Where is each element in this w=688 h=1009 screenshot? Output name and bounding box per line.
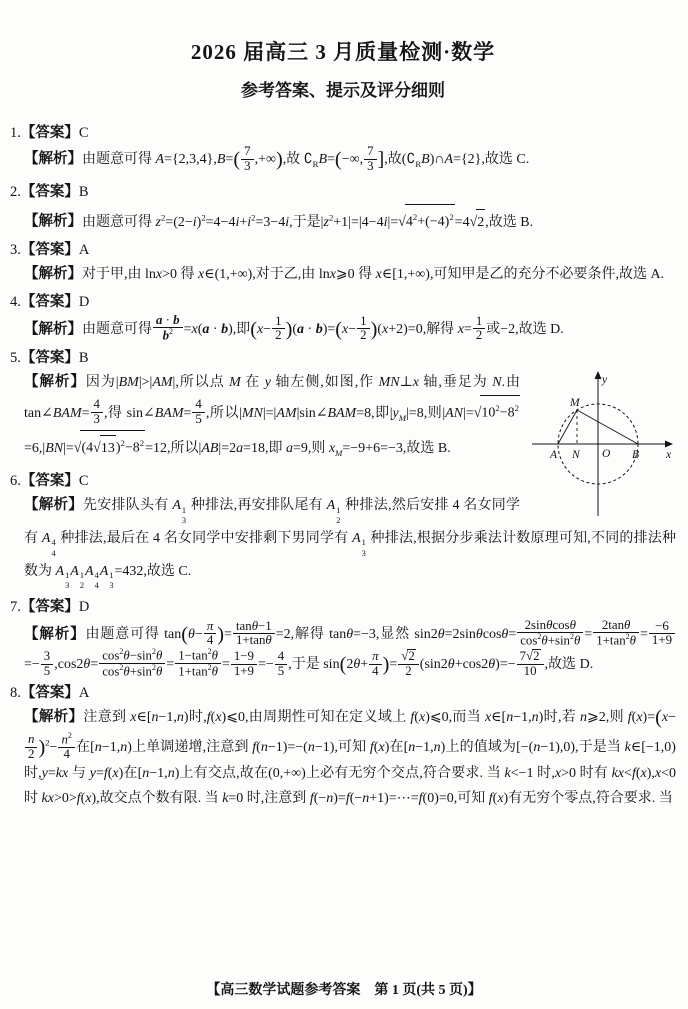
x-arrow [665, 440, 673, 447]
answer-label: 【答案】 [20, 125, 79, 141]
answer-letter: A [78, 241, 90, 258]
analysis-label: 【解析】 [24, 320, 82, 337]
analysis-text: 由题意可得 $z^2=(2-i)^2=4-4i+i^2=3-4i$,于是$|z^2+1|=|4-4i|=√4^2+(-4)^2=4√2$,故选 B. [82, 215, 533, 230]
analysis-label: 【解析】 [24, 709, 84, 726]
point-O-label: O [602, 447, 611, 460]
answer-label: 【答案】 [20, 598, 79, 615]
item-analysis [24, 204, 676, 235]
segment-AM [558, 410, 577, 444]
analysis-text: 由题意可得 $\frac{a \cdot b}{b^2}$ =x(a · b),即(x− $\frac{1}{2}$ )(a · b)=(x− $\frac{1}{2}$ )(x+2)=0,解得 x= $\frac{1}{2}$ 或−2,故选 D. [82, 312, 564, 343]
item-number: 6. [10, 472, 21, 489]
page-title: 2026 届高三 3 月质量检测·数学 [190, 40, 496, 64]
answer-letter: B [78, 183, 89, 200]
point-M-label: M [570, 396, 580, 409]
analysis-text: 对于甲,由 lnx>0 得 x∈(1,+∞),对于乙,由 lnx⩾0 得 x∈[1,+∞),可知甲是乙的充分不必要条件,故选 A. [82, 266, 665, 282]
analysis-label: 【解析】 [24, 265, 82, 282]
point-A-label: A [550, 448, 558, 461]
point-N-label: N [572, 448, 580, 461]
item-number: 2. [10, 183, 21, 200]
analysis-label: 【解析】 [24, 151, 82, 168]
answer-item-4 [10, 290, 676, 343]
answer-letter: C [78, 125, 89, 141]
answer-label: 【答案】 [20, 472, 79, 489]
item-number: 8. [10, 685, 21, 702]
analysis-text: 由题意可得 A={2,3,4},B=( $\frac{7}{3}$ ,+∞),故 $∁_RB=(-\infty$, $\frac{7}{3}$ ],故$(∁_RB)\cap A=\{2\}$,故选 C. [82, 144, 530, 173]
page-subtitle: 参考答案、提示及评分细则 [241, 81, 445, 100]
analysis-text: 注意到 x∈[n−1,n)时,f(x)⩽0,由周期性可知在定义域上 f(x)⩽0,而当 x∈[n−1,n)时,若 n⩾2,则 f(x)=(x− $\frac{n}{2}$ )$^2$− $\frac{n^2}{4}$ 在[n−1,n)上单调递增,注意到 f(n−1)=−(n−1),可知 f(x)在[n−1,n)上的值域为[−(n−1),0),于是当 k∈[−1,0)时,y=kx 与 y=f(x)在[n−1,n)上有交点,故在(0,+∞)上必有无穷个交点,符合要求. 当 k<−1 时,x>0 时有 kx<f(x),x<0 时 kx>0>f(x),故交点个数有限. 当 k=0 时,注意到 f(−n)=f(−n+1)=⋯=f(0)=0,可知 f(x)有无穷个零点,符合要求. 当 [24, 707, 677, 807]
answer-label: 【答案】 [20, 349, 79, 366]
answer-item-5 [10, 346, 676, 466]
answer-item-3 [10, 238, 676, 287]
item-number: 3. [10, 241, 21, 258]
answer-letter: A [78, 685, 90, 702]
answer-item-7 [10, 595, 676, 679]
answer-letter: C [78, 472, 89, 489]
answer-label: 【答案】 [20, 293, 79, 310]
item-analysis [24, 619, 676, 679]
analysis-label: 【解析】 [24, 373, 86, 390]
answers-list [10, 121, 676, 811]
answer-label: 【答案】 [20, 685, 79, 702]
point-B-label: B [632, 448, 640, 461]
item-number: 4. [10, 293, 21, 310]
y-arrow [595, 371, 602, 379]
analysis-label: 【解析】 [24, 496, 84, 513]
analysis-label: 【解析】 [24, 213, 82, 230]
answer-letter: D [78, 598, 90, 615]
page-footer: 【高三数学试题参考答案 第 1 页(共 5 页)】 [0, 979, 688, 999]
answer-letter: B [78, 349, 89, 366]
answer-item-2 [10, 180, 676, 235]
item-analysis [24, 370, 676, 466]
y-axis-label: y [602, 373, 608, 386]
item-number: 1. [10, 125, 21, 141]
answer-label: 【答案】 [20, 183, 79, 200]
analysis-text: 先安排队头有 A 1 3 种排法,再安排队尾有 A 1 2 种排法,然后安排 4 名女同学有 A 4 4 种排法,最后在 4 名女同学中安排剩下男同学有 A 1 3 种排法,根据分步乘法计数原理可知,不同的排法种数为 A 1 3 A 1 2 A 4 4 A 1 3 =432,故选 C. [24, 497, 677, 591]
segment-MB [577, 410, 638, 444]
item-analysis [24, 145, 676, 177]
item-analysis [24, 314, 676, 343]
item-number: 5. [10, 349, 21, 366]
geometry-figure [526, 370, 676, 520]
item-number: 7. [10, 598, 21, 615]
answer-label: 【答案】 [20, 241, 79, 258]
item-analysis [24, 262, 676, 287]
analysis-text: 由题意可得 tan(θ− $\frac{\pi}{4}$ )= $\frac{\tan\theta-1}{1+\tan\theta}$ =2,解得 tanθ=−3,显然 sin2θ=2sinθcosθ= $\frac{2\sin\theta\cos\theta}{\cos^2\theta+\sin^2\theta}$ = $\frac{2\tan\theta}{1+\tan^2\theta}$ = $\frac{-6}{1+9}$ =− $\frac{3}{5}$ ,cos2θ= $\frac{\cos^2\theta-\sin^2\theta}{\cos^2\theta+\sin^2\theta}$ = $\frac{1-\tan^2\theta}{1+\tan^2\theta}$ = $\frac{1-9}{1+9}$ =− $\frac{4}{5}$ ,于是 sin(2θ+ $\frac{\pi}{4}$ )= $\frac{√2}{2}$ (sin2θ+cos2θ)=− $\frac{7√2}{10}$ ,故选 D. [24, 627, 676, 673]
answer-item-8 [10, 681, 676, 811]
answer-letter: D [78, 293, 90, 310]
answer-item-1 [10, 121, 676, 177]
analysis-label: 【解析】 [24, 625, 86, 642]
item-analysis [24, 705, 676, 811]
analysis-text: 因为|BM|>|AM|,所以点 M 在 y 轴左侧,如图,作 MN⊥x 轴,垂足为 N.由 tan∠BAM= $\frac{4}{3}$ ,得 sin∠BAM= $\frac{4}{5}$ ,所以|MN|=|AM|sin∠BAM=8,即$|y_M|=8$,则$|AN|=√10^2-8^2=6,|BN|=√(4√13)^2-8^2=12$,所以|AB|=2a=18,即 a=9,则 $x_M=-9+6=-3$,故选 B. [24, 375, 520, 456]
x-axis-label: x [666, 448, 672, 461]
